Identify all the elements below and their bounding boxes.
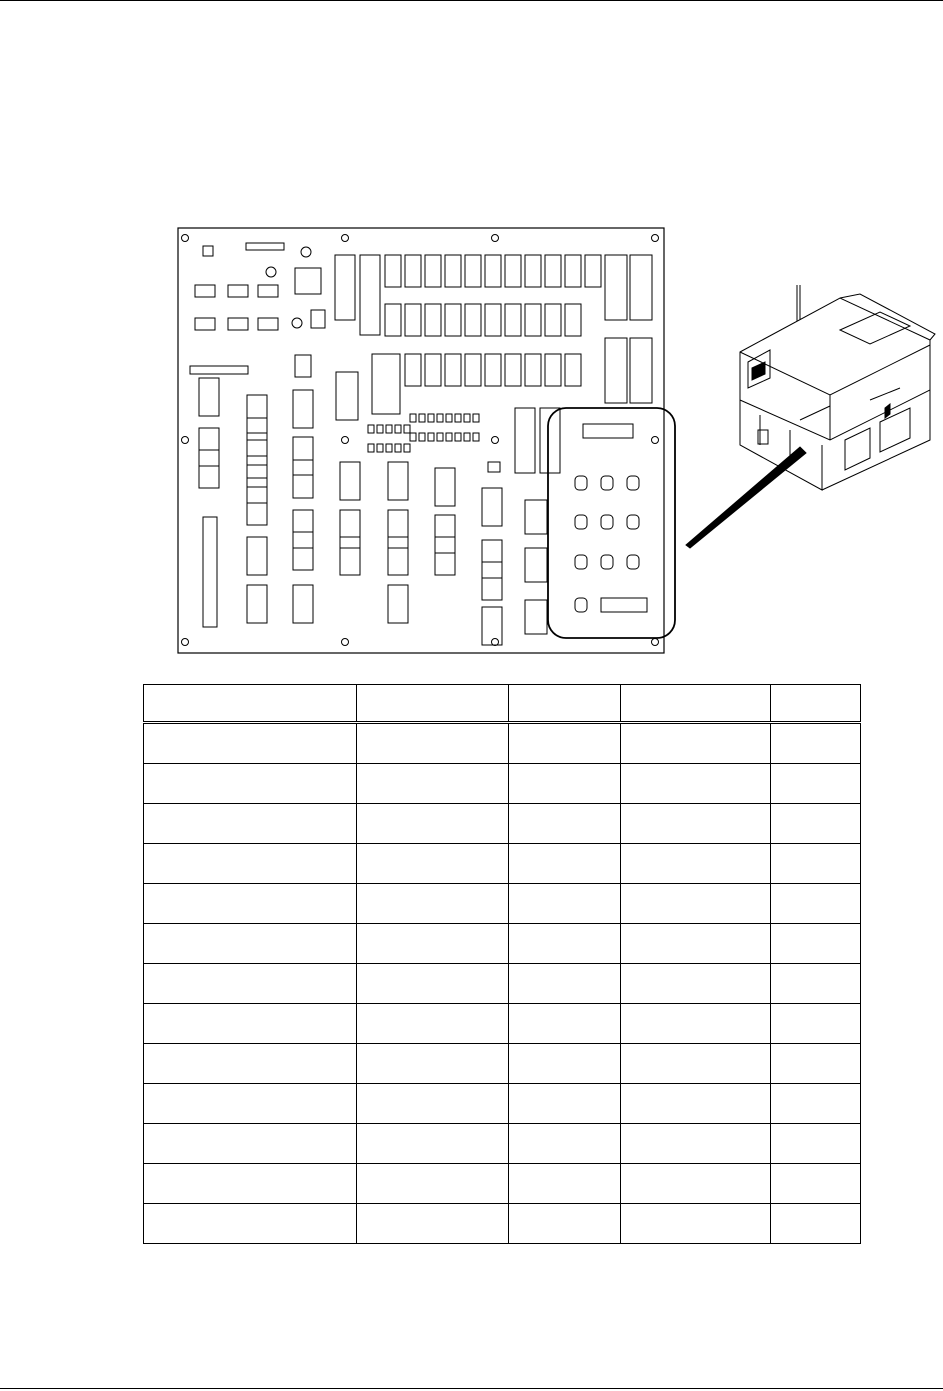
relay <box>465 354 481 386</box>
table-cell <box>144 924 357 964</box>
relay <box>485 255 501 287</box>
relay <box>630 338 652 403</box>
table-cell <box>509 884 621 924</box>
figure <box>0 0 943 680</box>
table-cell <box>357 804 509 844</box>
connector <box>247 395 267 433</box>
table-cell <box>144 964 357 1004</box>
relay <box>405 255 421 287</box>
resistor <box>410 414 416 422</box>
relay <box>372 354 400 414</box>
mounting-hole <box>182 437 189 444</box>
callout-pointer <box>686 447 806 548</box>
resistor <box>377 425 383 433</box>
connector <box>525 500 547 534</box>
resistor <box>446 414 452 422</box>
table-cell <box>771 1044 861 1084</box>
table-cell <box>771 804 861 844</box>
table-cell <box>509 1044 621 1084</box>
mounting-hole <box>182 639 189 646</box>
connector <box>247 440 267 478</box>
table-cell <box>621 1084 771 1124</box>
connector <box>247 585 267 623</box>
connector <box>525 600 547 634</box>
table-cell <box>771 723 861 764</box>
table-cell <box>509 1124 621 1164</box>
switch <box>575 515 587 529</box>
relay <box>525 354 541 386</box>
table-row <box>144 1084 861 1124</box>
table-cell <box>357 1204 509 1244</box>
connector <box>388 585 408 623</box>
resistor <box>395 425 401 433</box>
resistor <box>419 433 425 441</box>
relay <box>605 255 627 320</box>
table-cell <box>357 884 509 924</box>
table-cell <box>144 1124 357 1164</box>
ic-chip <box>195 285 215 297</box>
connector <box>247 487 267 525</box>
table-cell <box>144 844 357 884</box>
connector <box>340 510 360 548</box>
switch <box>601 555 613 569</box>
table-cell <box>621 964 771 1004</box>
table-cell <box>357 1164 509 1204</box>
table-cell <box>357 723 509 764</box>
resistor <box>428 433 434 441</box>
resistor <box>473 414 479 422</box>
relay <box>545 255 561 287</box>
relay <box>505 255 521 287</box>
table-cell <box>621 1044 771 1084</box>
relay <box>515 408 535 473</box>
connector <box>293 390 313 428</box>
table-cell <box>621 804 771 844</box>
table-cell <box>621 844 771 884</box>
connector <box>247 537 267 575</box>
slot-connector <box>203 517 217 627</box>
relay <box>585 255 601 287</box>
connector <box>199 428 219 466</box>
resistor <box>386 444 392 452</box>
table-cell <box>357 924 509 964</box>
table-header-row <box>144 685 861 723</box>
connector <box>340 537 360 575</box>
table-row <box>144 884 861 924</box>
connector <box>293 460 313 498</box>
resistor <box>428 414 434 422</box>
resistor <box>437 414 443 422</box>
table-cell <box>357 1124 509 1164</box>
resistor <box>464 433 470 441</box>
relay <box>630 255 652 320</box>
highlight-outline <box>548 408 675 638</box>
table-row <box>144 844 861 884</box>
resistor <box>404 444 410 452</box>
resistor <box>395 444 401 452</box>
relay <box>565 304 581 336</box>
resistor <box>446 433 452 441</box>
table-cell <box>357 844 509 884</box>
connector <box>247 418 267 456</box>
connector <box>247 465 267 503</box>
ic-chip <box>228 318 248 330</box>
resistor <box>455 433 461 441</box>
capacitor <box>311 310 325 328</box>
table-cell <box>771 964 861 1004</box>
ic-chip <box>228 285 248 297</box>
table-cell <box>771 884 861 924</box>
relay <box>565 255 581 287</box>
connector <box>293 585 313 623</box>
connector <box>293 510 313 548</box>
table-cell <box>771 1004 861 1044</box>
resistor <box>437 433 443 441</box>
connector <box>435 515 455 553</box>
relay <box>545 354 561 386</box>
circuit-board-drawing <box>178 228 806 653</box>
table-cell <box>771 844 861 884</box>
connector <box>293 532 313 570</box>
resistor <box>386 425 392 433</box>
table-cell <box>509 924 621 964</box>
table-row <box>144 1164 861 1204</box>
switch <box>627 476 639 490</box>
connector <box>482 488 502 526</box>
table-cell <box>509 804 621 844</box>
table-cell <box>357 964 509 1004</box>
connector <box>388 462 408 500</box>
table-cell <box>771 1084 861 1124</box>
connector <box>482 562 502 600</box>
mounting-hole <box>342 437 349 444</box>
ic-chip <box>195 318 215 330</box>
connector <box>601 598 647 612</box>
mounting-hole <box>182 235 189 242</box>
capacitor <box>292 318 302 328</box>
table-cell <box>771 764 861 804</box>
relay <box>525 255 541 287</box>
connector <box>435 537 455 575</box>
table-cell <box>621 723 771 764</box>
connector <box>199 378 219 416</box>
relay <box>485 304 501 336</box>
ic-chip <box>295 355 311 377</box>
table-cell <box>509 1164 621 1204</box>
table-row <box>144 804 861 844</box>
connector <box>482 540 502 578</box>
switch <box>575 476 587 490</box>
footer-rule <box>0 1388 943 1389</box>
connector <box>293 437 313 475</box>
table-cell <box>509 1004 621 1044</box>
table-cell <box>357 1084 509 1124</box>
table-cell <box>621 924 771 964</box>
connector <box>435 468 455 506</box>
table-cell <box>144 1084 357 1124</box>
capacitor <box>301 247 311 257</box>
table-cell <box>144 1204 357 1244</box>
switch <box>601 476 613 490</box>
mounting-hole <box>492 639 499 646</box>
table-cell <box>144 764 357 804</box>
table-cell <box>771 1204 861 1244</box>
switch <box>601 515 613 529</box>
relay <box>385 304 401 336</box>
resistor <box>419 414 425 422</box>
table-row <box>144 1044 861 1084</box>
mounting-hole <box>652 437 659 444</box>
table-row <box>144 924 861 964</box>
relay <box>465 255 481 287</box>
column-header <box>771 685 861 723</box>
relay <box>465 304 481 336</box>
ic-chip <box>258 318 278 330</box>
resistor <box>455 414 461 422</box>
column-header <box>357 685 509 723</box>
mounting-hole <box>342 235 349 242</box>
table-row <box>144 964 861 1004</box>
mounting-hole <box>342 639 349 646</box>
connector <box>583 424 633 438</box>
resistor <box>377 444 383 452</box>
relay <box>425 304 441 336</box>
relay <box>405 354 421 386</box>
table-cell <box>144 884 357 924</box>
connector <box>388 510 408 548</box>
table-cell <box>621 1124 771 1164</box>
relay <box>505 354 521 386</box>
label-strip <box>190 366 248 374</box>
connector <box>336 372 358 420</box>
capacitor <box>266 267 276 277</box>
resistor <box>404 425 410 433</box>
switch <box>627 555 639 569</box>
table-cell <box>621 1204 771 1244</box>
connector <box>482 607 502 645</box>
header-strip <box>246 243 284 250</box>
resistor <box>464 414 470 422</box>
resistor <box>368 444 374 452</box>
relay <box>445 354 461 386</box>
table-cell <box>771 924 861 964</box>
column-header <box>621 685 771 723</box>
table-cell <box>509 1084 621 1124</box>
switch <box>575 598 587 612</box>
table-cell <box>509 1204 621 1244</box>
relay <box>525 304 541 336</box>
relay <box>405 304 421 336</box>
relay <box>565 354 581 386</box>
connector <box>199 450 219 488</box>
table-row <box>144 1004 861 1044</box>
table-cell <box>357 1004 509 1044</box>
switch <box>575 555 587 569</box>
table-row <box>144 764 861 804</box>
table-cell <box>771 1124 861 1164</box>
table-row <box>144 723 861 764</box>
ic-chip <box>258 285 278 297</box>
relay <box>605 338 627 403</box>
machine-drawing <box>740 285 935 490</box>
relay <box>485 354 501 386</box>
connector <box>340 462 360 500</box>
connector <box>525 548 547 582</box>
resistor <box>473 433 479 441</box>
table-cell <box>509 964 621 1004</box>
table-cell <box>357 1044 509 1084</box>
relay <box>425 255 441 287</box>
board-components <box>190 243 652 645</box>
table-cell <box>621 764 771 804</box>
relay <box>385 255 401 287</box>
column-header <box>144 685 357 723</box>
table-cell <box>144 1164 357 1204</box>
connector <box>388 537 408 575</box>
ic-chip <box>203 246 213 256</box>
resistor <box>368 425 374 433</box>
table-cell <box>144 804 357 844</box>
relay <box>445 255 461 287</box>
relay <box>445 304 461 336</box>
table-cell <box>509 723 621 764</box>
relay <box>505 304 521 336</box>
relay <box>360 255 380 335</box>
resistor <box>410 433 416 441</box>
mounting-hole <box>492 235 499 242</box>
relay <box>545 304 561 336</box>
table-cell <box>621 1004 771 1044</box>
table-cell <box>621 1164 771 1204</box>
mounting-hole <box>652 639 659 646</box>
table-row <box>144 1204 861 1244</box>
ic-chip <box>488 462 500 472</box>
table-cell <box>144 1044 357 1084</box>
table-cell <box>509 844 621 884</box>
switch <box>627 515 639 529</box>
table-cell <box>621 884 771 924</box>
table-cell <box>771 1164 861 1204</box>
mounting-hole <box>492 437 499 444</box>
mounting-hole <box>652 235 659 242</box>
table-cell <box>357 764 509 804</box>
table-cell <box>509 764 621 804</box>
relay <box>425 354 441 386</box>
spec-table <box>143 684 861 1244</box>
table-cell <box>144 1004 357 1044</box>
relay <box>335 255 355 320</box>
processor-chip <box>295 268 321 294</box>
column-header <box>509 685 621 723</box>
table-row <box>144 1124 861 1164</box>
table-cell <box>144 723 357 764</box>
